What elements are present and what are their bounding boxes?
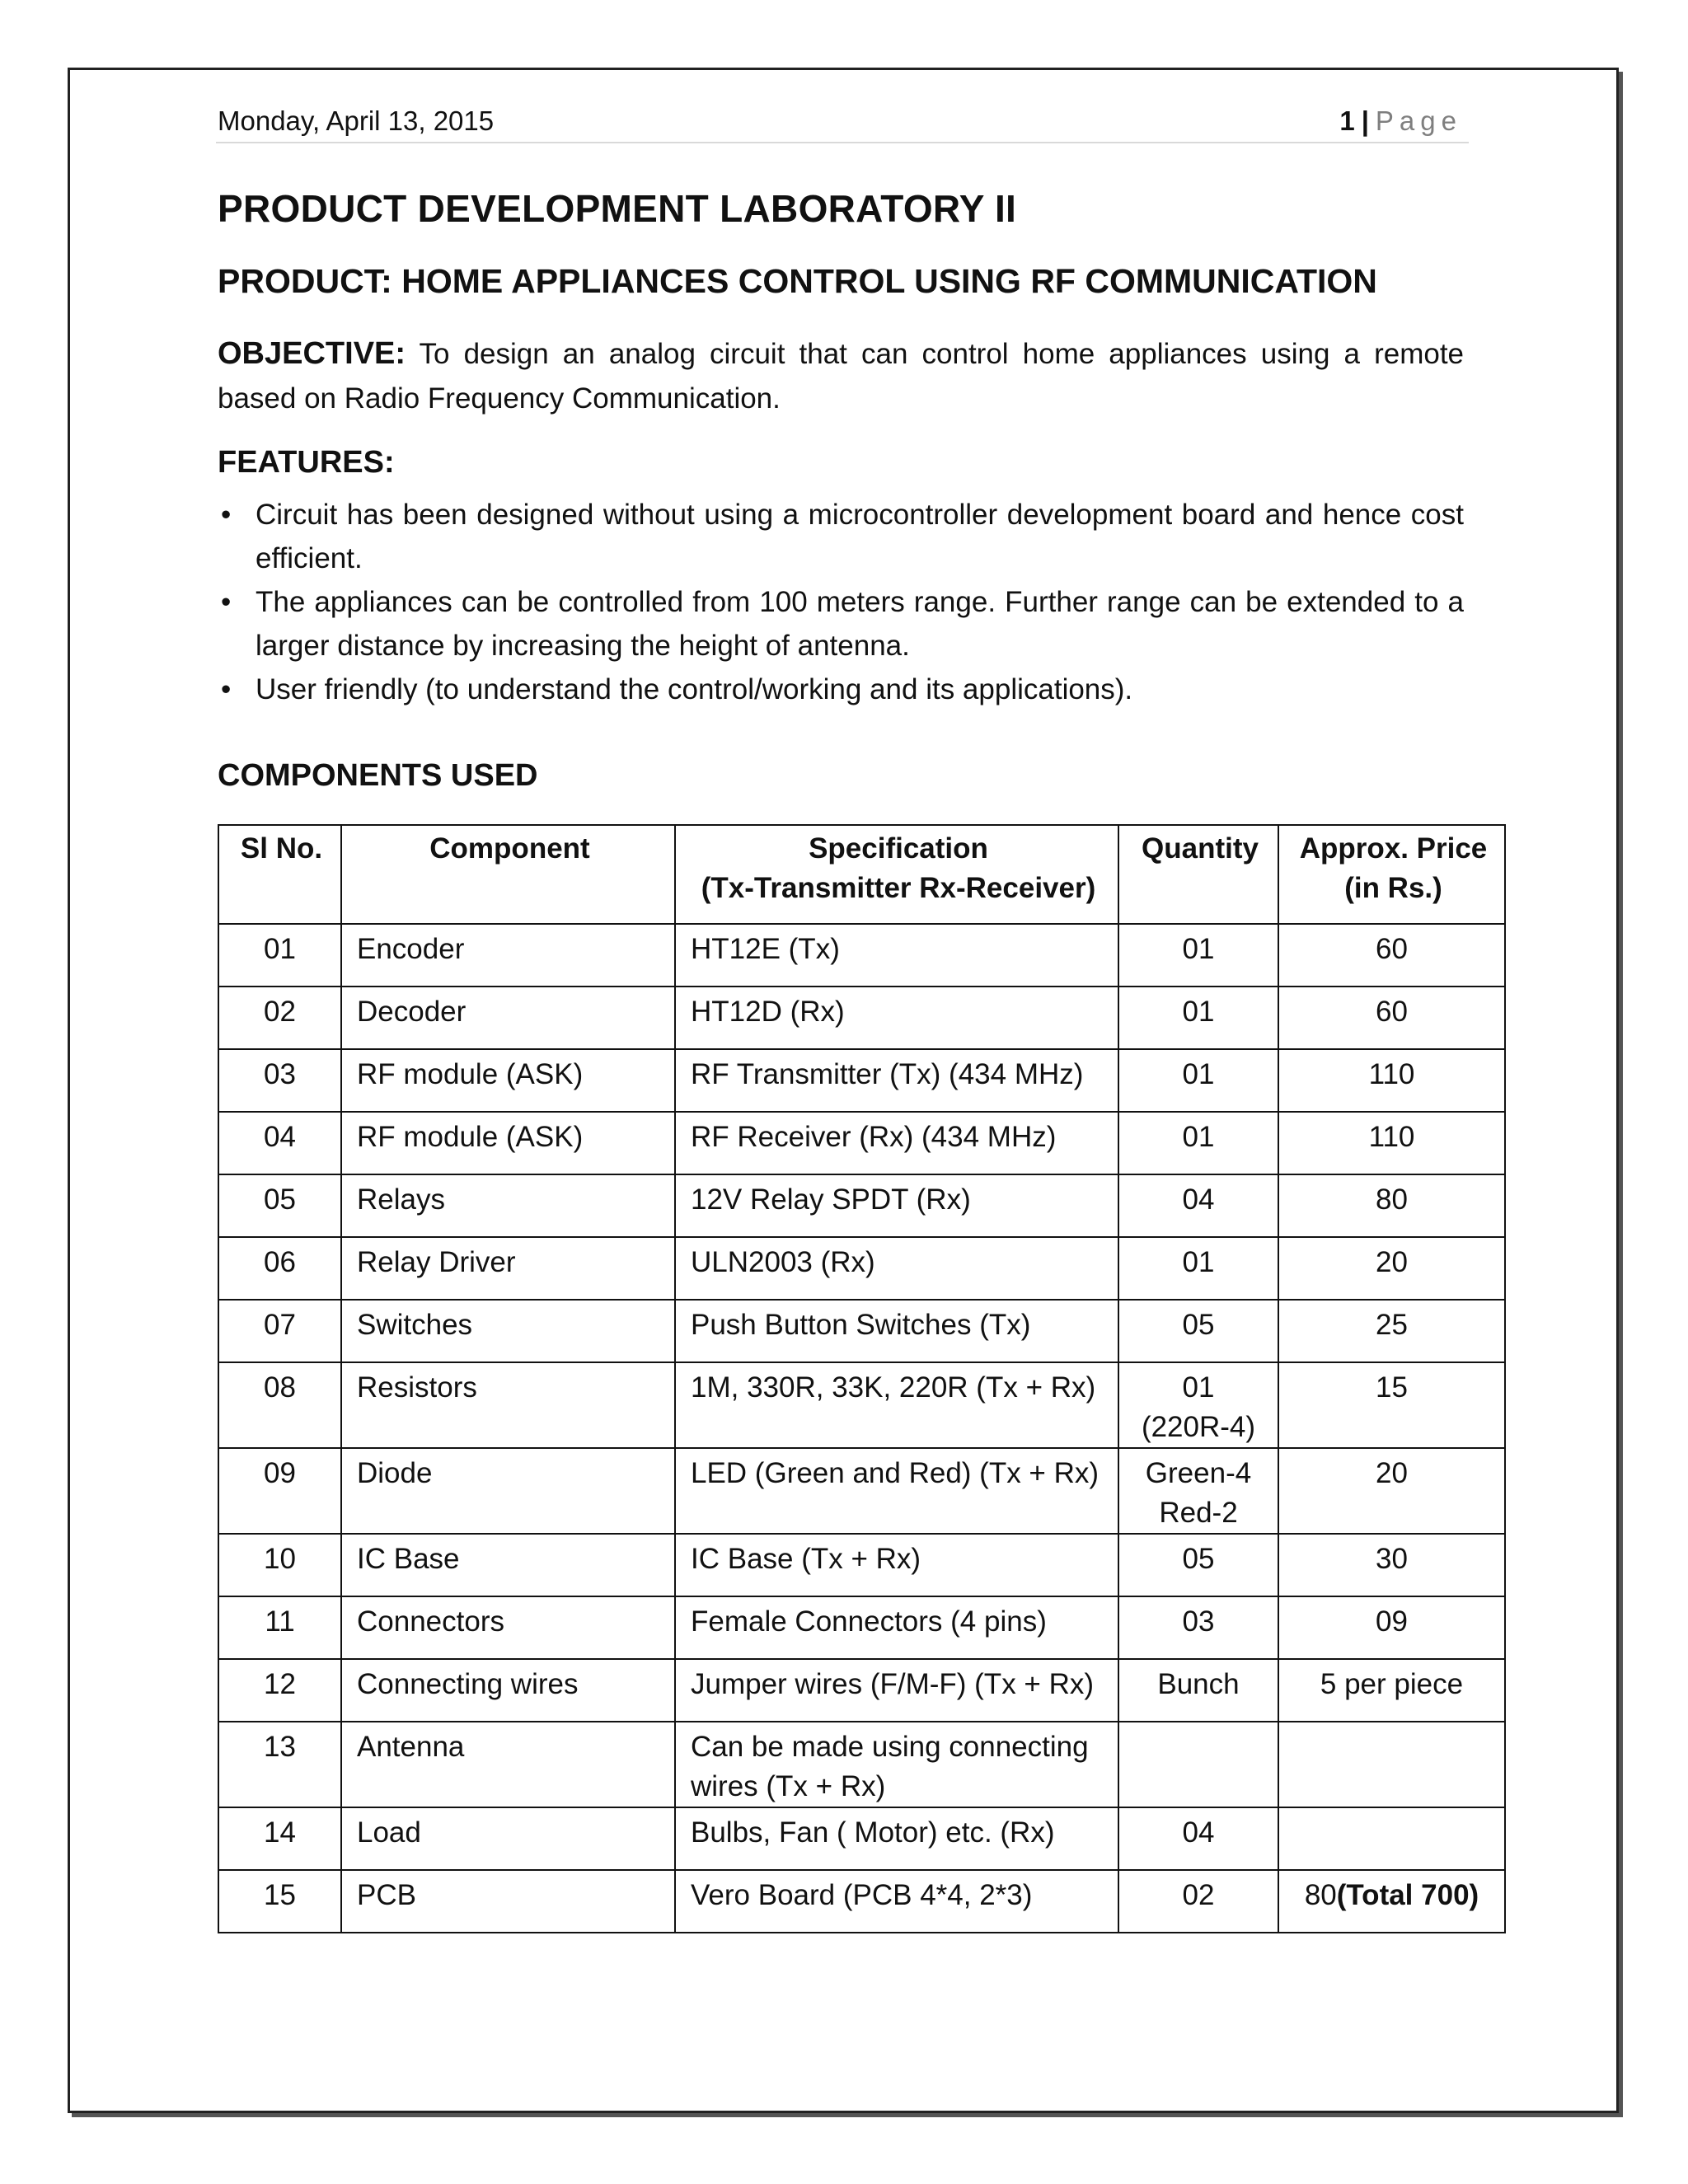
cell-specification: ULN2003 (Rx) [675, 1237, 1118, 1300]
feature-item [218, 580, 1464, 668]
cell-component: Switches [341, 1300, 675, 1362]
cell-specification: Push Button Switches (Tx) [675, 1300, 1118, 1362]
quantity-value: 04 [1182, 1816, 1215, 1849]
price-value: 110 [1368, 1121, 1415, 1153]
quantity-value: Bunch [1157, 1668, 1240, 1700]
cell-component: Decoder [341, 987, 675, 1049]
cell-specification: Can be made using connecting wires (Tx + Rx) [675, 1722, 1118, 1807]
page-separator: | [1361, 105, 1369, 136]
cell-quantity [1118, 1870, 1278, 1933]
table-row [218, 987, 1505, 1049]
cell-sl-no: 08 [218, 1362, 341, 1448]
quantity-value: 01 [1182, 1246, 1215, 1278]
table-header-row [218, 825, 1505, 924]
document-title: PRODUCT DEVELOPMENT LABORATORY II [218, 187, 1017, 230]
cell-price [1278, 1807, 1505, 1870]
quantity-value: 01 [1182, 996, 1215, 1028]
table-row [218, 1722, 1505, 1807]
header-price-sub: (in Rs.) [1344, 872, 1442, 904]
cell-quantity [1118, 1300, 1278, 1362]
quantity-value: Green-4 [1145, 1457, 1252, 1489]
cell-quantity [1118, 987, 1278, 1049]
price-value: 09 [1376, 1605, 1408, 1638]
product-title: PRODUCT: HOME APPLIANCES CONTROL USING RF COMMUNICATION [218, 262, 1377, 300]
cell-sl-no: 10 [218, 1534, 341, 1596]
quantity-value: 04 [1182, 1183, 1215, 1216]
cell-sl-no: 15 [218, 1870, 341, 1933]
cell-specification: Vero Board (PCB 4*4, 2*3) [675, 1870, 1118, 1933]
cell-sl-no: 11 [218, 1596, 341, 1659]
price-value: 25 [1376, 1309, 1408, 1341]
quantity-detail: (220R-4) [1141, 1411, 1256, 1443]
cell-specification: Female Connectors (4 pins) [675, 1596, 1118, 1659]
feature-item [218, 668, 1464, 711]
page-label: Page [1375, 105, 1462, 136]
cell-specification: HT12E (Tx) [675, 924, 1118, 987]
cell-quantity [1118, 1362, 1278, 1448]
quantity-value: 01 [1182, 933, 1215, 965]
feature-item [218, 493, 1464, 580]
price-value: 80 [1304, 1879, 1337, 1911]
components-title: COMPONENTS USED [218, 758, 538, 793]
price-value: 60 [1376, 933, 1408, 965]
cell-price [1278, 987, 1505, 1049]
quantity-value: 01 [1182, 1121, 1215, 1153]
cell-sl-no: 12 [218, 1659, 341, 1722]
cell-sl-no: 09 [218, 1448, 341, 1534]
cell-price [1278, 1112, 1505, 1174]
cell-sl-no: 06 [218, 1237, 341, 1300]
cell-quantity [1118, 1112, 1278, 1174]
cell-price [1278, 1596, 1505, 1659]
cell-component: IC Base [341, 1534, 675, 1596]
cell-sl-no: 03 [218, 1049, 341, 1112]
table-row [218, 1659, 1505, 1722]
quantity-value: 01 [1182, 1058, 1215, 1090]
cell-quantity [1118, 1174, 1278, 1237]
cell-quantity [1118, 1722, 1278, 1807]
cell-price [1278, 1870, 1505, 1933]
cell-specification: 1M, 330R, 33K, 220R (Tx + Rx) [675, 1362, 1118, 1448]
cell-component: RF module (ASK) [341, 1049, 675, 1112]
bullet-icon: • [221, 499, 232, 531]
header-specification-sub: (Tx-Transmitter Rx-Receiver) [701, 872, 1096, 904]
table-row [218, 1534, 1505, 1596]
price-value: 110 [1368, 1058, 1415, 1090]
header-date: Monday, April 13, 2015 [218, 105, 495, 136]
cell-specification: HT12D (Rx) [675, 987, 1118, 1049]
cell-specification: LED (Green and Red) (Tx + Rx) [675, 1448, 1118, 1534]
cell-sl-no: 07 [218, 1300, 341, 1362]
price-total-note: (Total 700) [1336, 1879, 1479, 1911]
cell-sl-no: 04 [218, 1112, 341, 1174]
price-value: 60 [1376, 996, 1408, 1028]
objective-paragraph [218, 331, 1464, 421]
objective-text: To design an analog circuit that can control home appliances using a remote based on Radio Frequency Communication. [218, 338, 1465, 415]
cell-specification: RF Receiver (Rx) (434 MHz) [675, 1112, 1118, 1174]
cell-price [1278, 924, 1505, 987]
table-row [218, 1112, 1505, 1174]
cell-component: Relay Driver [341, 1237, 675, 1300]
cell-component: Diode [341, 1448, 675, 1534]
page-header [216, 105, 1469, 143]
table-row [218, 924, 1505, 987]
cell-component: Load [341, 1807, 675, 1870]
components-table [218, 824, 1506, 1933]
quantity-value: 02 [1182, 1879, 1215, 1911]
cell-component: Relays [341, 1174, 675, 1237]
cell-sl-no: 05 [218, 1174, 341, 1237]
quantity-detail: Red-2 [1159, 1497, 1238, 1529]
table-row [218, 1596, 1505, 1659]
features-title: FEATURES: [218, 445, 395, 480]
quantity-value: 05 [1182, 1309, 1215, 1341]
quantity-value: 03 [1182, 1605, 1215, 1638]
price-value: 5 per piece [1320, 1668, 1464, 1700]
price-value: 80 [1376, 1183, 1408, 1216]
cell-quantity [1118, 1534, 1278, 1596]
cell-sl-no: 13 [218, 1722, 341, 1807]
cell-specification: 12V Relay SPDT (Rx) [675, 1174, 1118, 1237]
header-page-number [1339, 105, 1462, 137]
cell-sl-no: 01 [218, 924, 341, 987]
cell-specification: Jumper wires (F/M-F) (Tx + Rx) [675, 1659, 1118, 1722]
feature-text: Circuit has been designed without using a microcontroller development board and hence cost efficient. [256, 499, 1464, 574]
cell-specification: IC Base (Tx + Rx) [675, 1534, 1118, 1596]
cell-component: Antenna [341, 1722, 675, 1807]
table-row [218, 1807, 1505, 1870]
bullet-icon: • [221, 673, 232, 705]
bullet-icon: • [221, 586, 232, 618]
header-specification [675, 825, 1118, 924]
cell-quantity [1118, 924, 1278, 987]
cell-sl-no: 14 [218, 1807, 341, 1870]
cell-price [1278, 1722, 1505, 1807]
cell-quantity [1118, 1659, 1278, 1722]
price-value: 30 [1376, 1543, 1408, 1575]
cell-price [1278, 1448, 1505, 1534]
components-body [218, 924, 1505, 1933]
table-row [218, 1049, 1505, 1112]
table-row [218, 1362, 1505, 1448]
cell-sl-no: 02 [218, 987, 341, 1049]
objective-label: OBJECTIVE: [218, 336, 406, 371]
header-sl-no: Sl No. [218, 825, 341, 924]
cell-component: Resistors [341, 1362, 675, 1448]
cell-price [1278, 1534, 1505, 1596]
feature-text: User friendly (to understand the control/working and its applications). [256, 673, 1133, 705]
cell-component: Connecting wires [341, 1659, 675, 1722]
header-component: Component [341, 825, 675, 924]
cell-quantity [1118, 1448, 1278, 1534]
cell-price [1278, 1237, 1505, 1300]
header-price [1278, 825, 1505, 924]
table-row [218, 1174, 1505, 1237]
header-specification-main: Specification [809, 832, 988, 865]
quantity-value: 01 [1182, 1371, 1215, 1404]
price-value: 15 [1376, 1371, 1408, 1404]
header-price-main: Approx. Price [1299, 832, 1488, 865]
page-number: 1 [1339, 105, 1355, 136]
feature-text: The appliances can be controlled from 100 meters range. Further range can be extended to a larger distance by increasing the height of antenna. [256, 586, 1464, 662]
cell-specification: Bulbs, Fan ( Motor) etc. (Rx) [675, 1807, 1118, 1870]
cell-component: RF module (ASK) [341, 1112, 675, 1174]
price-value: 20 [1376, 1246, 1408, 1278]
cell-price [1278, 1659, 1505, 1722]
table-row [218, 1300, 1505, 1362]
cell-component: PCB [341, 1870, 675, 1933]
cell-price [1278, 1174, 1505, 1237]
cell-quantity [1118, 1049, 1278, 1112]
cell-component: Connectors [341, 1596, 675, 1659]
cell-price [1278, 1362, 1505, 1448]
cell-quantity [1118, 1807, 1278, 1870]
table-row [218, 1870, 1505, 1933]
cell-quantity [1118, 1237, 1278, 1300]
cell-price [1278, 1300, 1505, 1362]
cell-component: Encoder [341, 924, 675, 987]
features-list [218, 493, 1464, 711]
table-row [218, 1237, 1505, 1300]
price-value: 20 [1376, 1457, 1408, 1489]
cell-price [1278, 1049, 1505, 1112]
cell-specification: RF Transmitter (Tx) (434 MHz) [675, 1049, 1118, 1112]
table-row [218, 1448, 1505, 1534]
cell-quantity [1118, 1596, 1278, 1659]
header-quantity: Quantity [1118, 825, 1278, 924]
quantity-value: 05 [1182, 1543, 1215, 1575]
